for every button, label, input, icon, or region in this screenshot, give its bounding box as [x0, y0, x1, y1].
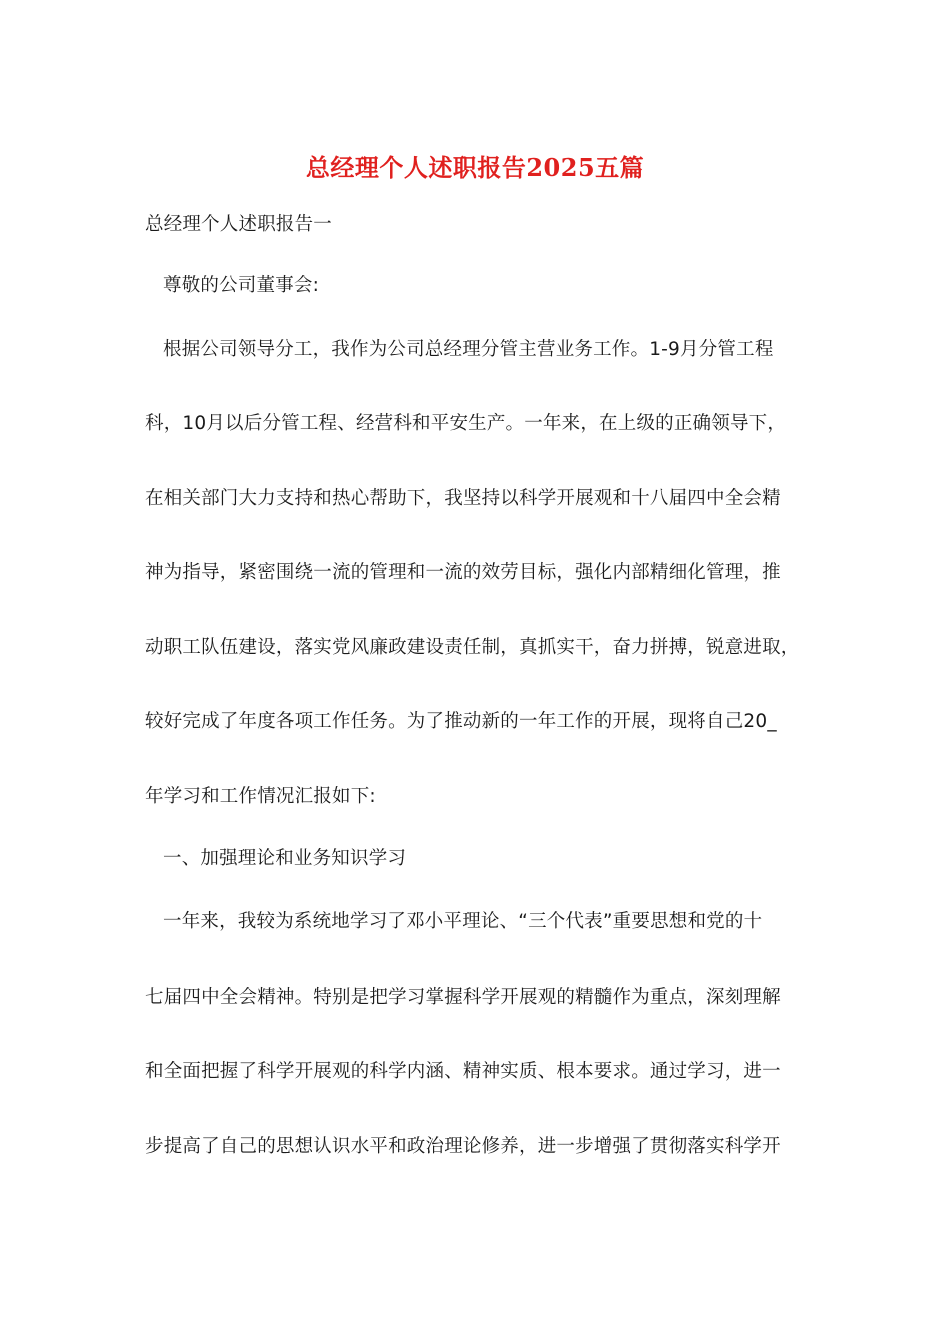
- paragraph-line: 七届四中全会精神。特别是把学习掌握科学开展观的精髓作为重点，深刻理解: [145, 987, 781, 1008]
- subsection-heading: 一、加强理论和业务知识学习: [163, 848, 407, 869]
- paragraph-line: 步提高了自己的思想认识水平和政治理论修养，进一步增强了贯彻落实科学开: [145, 1136, 781, 1157]
- paragraph-line: 根据公司领导分工，我作为公司总经理分管主营业务工作。1-9月分管工程: [163, 339, 774, 360]
- salutation: 尊敬的公司董事会:: [163, 275, 320, 296]
- paragraph-line: 年学习和工作情况汇报如下:: [145, 786, 376, 807]
- document-title: 总经理个人述职报告2025五篇: [305, 153, 645, 182]
- section-heading: 总经理个人述职报告一: [145, 214, 333, 235]
- paragraph-line: 在相关部门大力支持和热心帮助下，我坚持以科学开展观和十八届四中全会精: [145, 488, 781, 509]
- paragraph-line: 科，10月以后分管工程、经营科和平安生产。一年来，在上级的正确领导下，: [145, 413, 787, 434]
- paragraph-line: 一年来，我较为系统地学习了邓小平理论、“三个代表”重要思想和党的十: [163, 911, 763, 932]
- paragraph-line: 动职工队伍建设，落实党风廉政建设责任制，真抓实干，奋力拼搏，锐意进取，: [145, 637, 800, 658]
- paragraph-line: 较好完成了年度各项工作任务。为了推动新的一年工作的开展，现将自己20_: [145, 711, 777, 732]
- paragraph-line: 神为指导，紧密围绕一流的管理和一流的效劳目标，强化内部精细化管理，推: [145, 562, 781, 583]
- paragraph-line: 和全面把握了科学开展观的科学内涵、精神实质、根本要求。通过学习，进一: [145, 1061, 781, 1082]
